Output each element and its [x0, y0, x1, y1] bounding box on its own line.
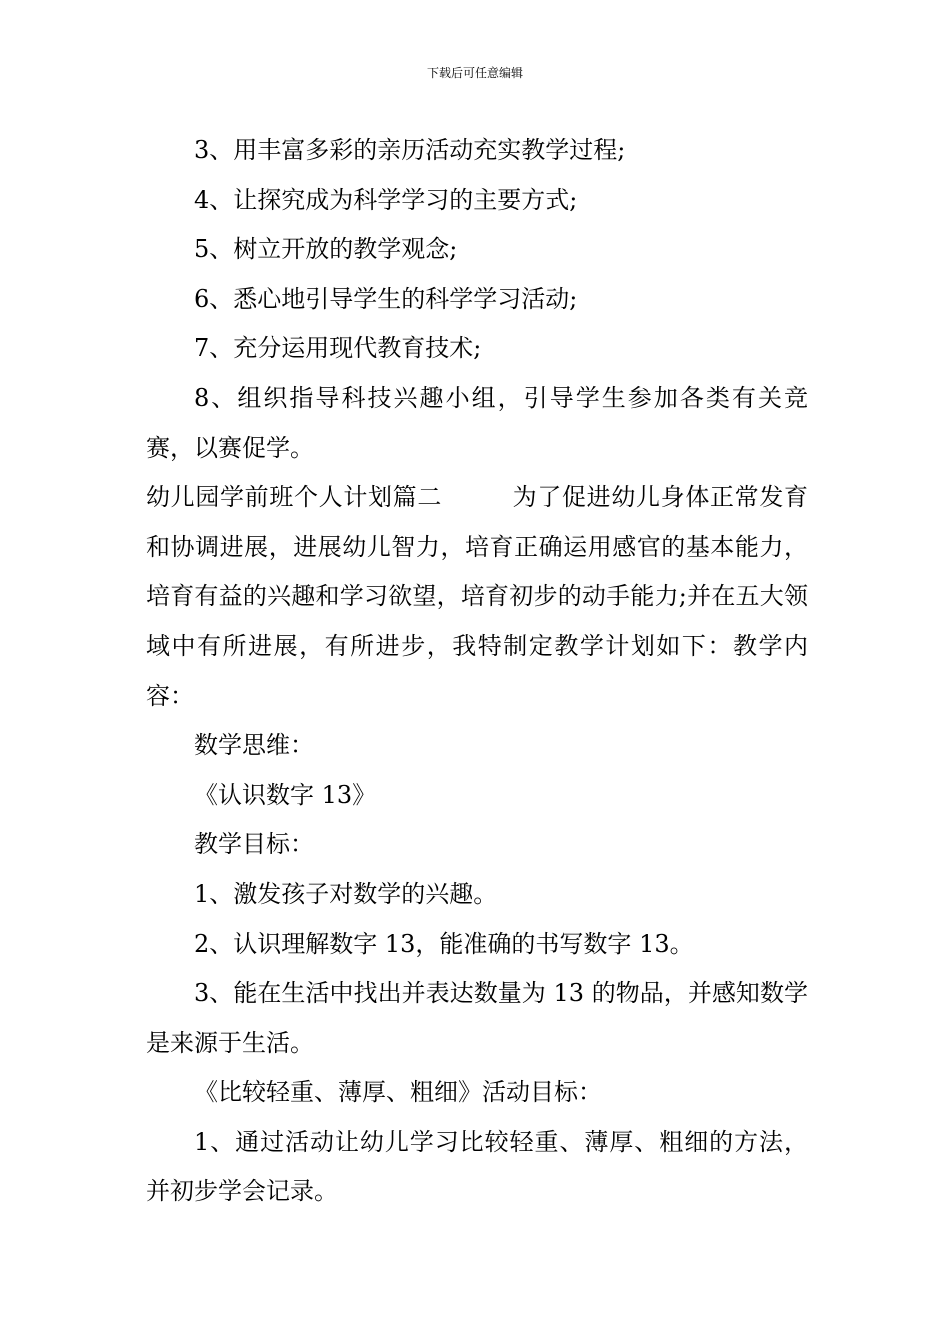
paragraph-item-6: 6、悉心地引导学生的科学学习活动; [194, 284, 578, 313]
paragraph-item-7: 7、充分运用现代教育技术; [194, 334, 482, 363]
page-header: 下载后可任意编辑 [426, 66, 523, 80]
section-intro: 为了促进幼儿身体正常发育和协调进展，进展幼儿智力，培育正确运用感官的基本能力，培育有益的兴趣和学习欲望，培育初步的动手能力;并在五大领域中有所进展，有所进步，我特制定教学计划如下：教学内容： [146, 483, 808, 710]
goal-item-1: 1、激发孩子对数学的兴趣。 [194, 879, 498, 908]
document-body [146, 126, 808, 1217]
section-title: 幼儿园学前班个人计划篇二 [146, 483, 442, 512]
goal-item-2: 2、认识理解数字 13，能准确的书写数字 13。 [194, 929, 694, 958]
compare-goal-item-1: 1、通过活动让幼儿学习比较轻重、薄厚、粗细的方法，并初步学会记录。 [146, 1127, 808, 1206]
section-paragraph [146, 473, 808, 721]
lesson-title-compare: 《比较轻重、薄厚、粗细》活动目标： [194, 1078, 602, 1107]
paragraph-item-8: 8、组织指导科技兴趣小组，引导学生参加各类有关竞赛，以赛促学。 [146, 383, 808, 462]
subheading-math-thinking: 数学思维： [194, 731, 314, 760]
lesson-title-number-13: 《认识数字 13》 [194, 780, 377, 809]
paragraph-item-3: 3、用丰富多彩的亲历活动充实教学过程; [194, 136, 626, 164]
paragraph-item-5: 5、树立开放的教学观念; [194, 235, 458, 264]
subheading-teaching-goals: 教学目标： [194, 830, 314, 859]
paragraph-item-4: 4、让探究成为科学学习的主要方式; [194, 185, 578, 214]
goal-item-3: 3、能在生活中找出并表达数量为 13 的物品，并感知数学是来源于生活。 [146, 979, 808, 1057]
